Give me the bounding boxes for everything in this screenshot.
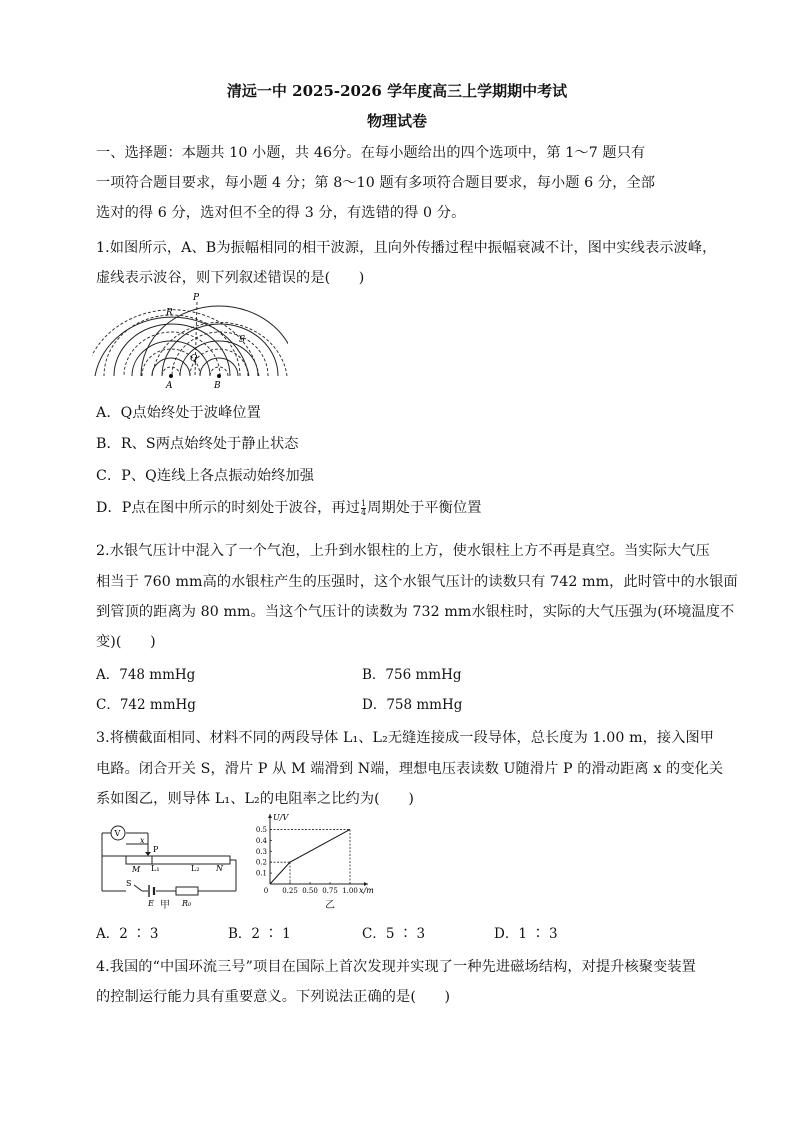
label-n: N <box>216 864 223 873</box>
question-1-text: 1.如图所示，A、B为振幅相同的相干波源，且向外传播过程中振幅衰减不计，图中实线表示波峰， <box>96 240 717 256</box>
wave-trough-a <box>124 332 220 376</box>
u-x-chart <box>250 812 390 902</box>
chart-y-tick-label: 0.2 <box>255 858 267 867</box>
conductor-bar <box>126 856 230 864</box>
label-l2: L₂ <box>191 864 200 873</box>
label-r: R <box>166 308 173 318</box>
label-p: P <box>153 845 159 854</box>
chart-y-tick-label: 0.5 <box>255 825 267 834</box>
fraction-numerator: 1 <box>361 498 367 508</box>
section-instruction-line: 一项符合题目要求，每小题 4 分；第 8～10 题有多项符合题目要求，每小题 6 分，全部 <box>96 175 656 191</box>
question-2-text: 到管顶的距离为 80 mm。当这个气压计的读数为 732 mm水银柱时，实际的大气压强为(环境温度不 <box>96 604 735 620</box>
label-m: M <box>132 865 141 874</box>
chart-x-tick-label: 0.25 <box>282 887 298 895</box>
chart-series <box>270 829 350 884</box>
chart-x-tick-label: 0 <box>263 887 269 895</box>
circuit-diagram <box>96 822 246 910</box>
chart-ticks <box>256 826 358 895</box>
label-a: A <box>166 381 173 390</box>
section-instruction-line: 一、选择题：本题共 10 小题，共 46分。在每小题给出的四个选项中，第 1～7 题只有 <box>96 145 646 161</box>
chart-series-line <box>270 829 350 884</box>
question-2-text: 2.水银气压计中混入了一个气泡，上升到水银柱的上方，使水银柱上方不再是真空。当实际大气压 <box>96 543 710 559</box>
label-r0: R₀ <box>182 899 192 908</box>
source-b-dot <box>217 374 221 378</box>
label-s: S <box>239 335 246 345</box>
exam-title: 清远一中 2025-2026 学年度高三上学期期中考试 <box>226 82 568 100</box>
section-instruction-line: 选对的得 6 分，选对但不全的得 3 分，有选错的得 0 分。 <box>96 205 466 221</box>
chart-caption: 乙 <box>325 900 335 911</box>
resistor-r0 <box>176 887 198 895</box>
question-3-option-b: B．2 ∶ 1 <box>228 926 291 942</box>
question-1-option-b: B．R、S两点始终处于静止状态 <box>96 436 299 452</box>
question-1-text: 虚线表示波谷，则下列叙述错误的是( ) <box>96 270 365 286</box>
chart-x-tick-label: 0.75 <box>322 887 338 895</box>
switch-s <box>134 885 142 891</box>
question-3-option-c: C．5 ∶ 3 <box>362 926 426 942</box>
chart-y-label: U/V <box>273 813 289 822</box>
chart-x-label: x/m <box>359 886 374 895</box>
question-2-option-a: A．748 mmHg <box>96 667 196 683</box>
label-q: Q <box>190 354 198 364</box>
question-2-option-c: C．742 mmHg <box>96 697 196 713</box>
question-3-option-a: A．2 ∶ 3 <box>96 926 159 942</box>
option-d-text-end: 周期处于平衡位置 <box>367 500 482 516</box>
circuit-caption: 甲 <box>160 900 170 911</box>
chart-x-tick-label: 1.00 <box>342 887 358 895</box>
question-4-text: 的控制运行能力具有重要意义。下列说法正确的是( ) <box>96 989 451 1005</box>
label-b: B <box>214 381 221 390</box>
question-3-text: 3.将横截面相同、材料不同的两段导体 L₁、L₂无缝连接成一段导体，总长度为 1.00 m，接入图甲 <box>96 730 715 746</box>
chart-y-tick-label: 0.1 <box>255 869 267 878</box>
label-p: P <box>193 293 200 303</box>
question-3-option-d: D．1 ∶ 3 <box>494 926 558 942</box>
chart-guides <box>270 829 350 884</box>
question-4-text: 4.我国的“中国环流三号”项目在国际上首次发现并实现了一种先进磁场结构，对提升核聚变装置 <box>96 959 696 975</box>
option-d-text: D．P点在图中所示的时刻处于波谷，再过 <box>96 500 361 516</box>
question-2-option-b: B．756 mmHg <box>362 667 462 683</box>
question-1-option-c: C．P、Q连线上各点振动始终加强 <box>96 468 315 484</box>
question-2-text: 变)( ) <box>96 634 156 650</box>
source-a-dot <box>169 374 173 378</box>
fraction-denominator: 4 <box>361 507 367 517</box>
wave-trough-b <box>190 349 248 376</box>
wave-trough-b <box>172 332 268 376</box>
slider-arrow-icon <box>145 852 151 856</box>
pq-line <box>195 302 197 376</box>
question-3-text: 电路。闭合开关 S，滑片 P 从 M 端滑到 N端，理想电压表读数 U随滑片 P 的滑动距离 x 的变化关 <box>96 761 724 777</box>
label-l1: L₁ <box>151 864 160 873</box>
label-x: x <box>140 836 145 845</box>
exam-subtitle: 物理试卷 <box>366 112 427 130</box>
label-v: V <box>114 829 121 838</box>
chart-y-tick-label: 0.3 <box>255 847 267 856</box>
question-1-option-a: A．Q点始终处于波峰位置 <box>96 405 261 421</box>
question-2-text: 相当于 760 mm高的水银柱产生的压强时，这个水银气压计的读数只有 742 mm，此时管中的水银面 <box>96 574 738 590</box>
question-2-option-d: D．758 mmHg <box>362 697 463 713</box>
question-1-option-d <box>96 497 482 517</box>
chart-axes <box>268 814 368 886</box>
fraction-one-quarter <box>361 500 366 517</box>
wave-interference-figure <box>92 290 288 390</box>
label-s: S <box>126 879 132 888</box>
question-3-text: 系如图乙，则导体 L₁、L₂的电阻率之比约为( ) <box>96 791 414 807</box>
label-e: E <box>148 899 154 908</box>
chart-y-tick-label: 0.4 <box>255 836 267 845</box>
chart-y-arrow <box>268 814 272 818</box>
chart-x-tick-label: 0.50 <box>302 887 318 895</box>
